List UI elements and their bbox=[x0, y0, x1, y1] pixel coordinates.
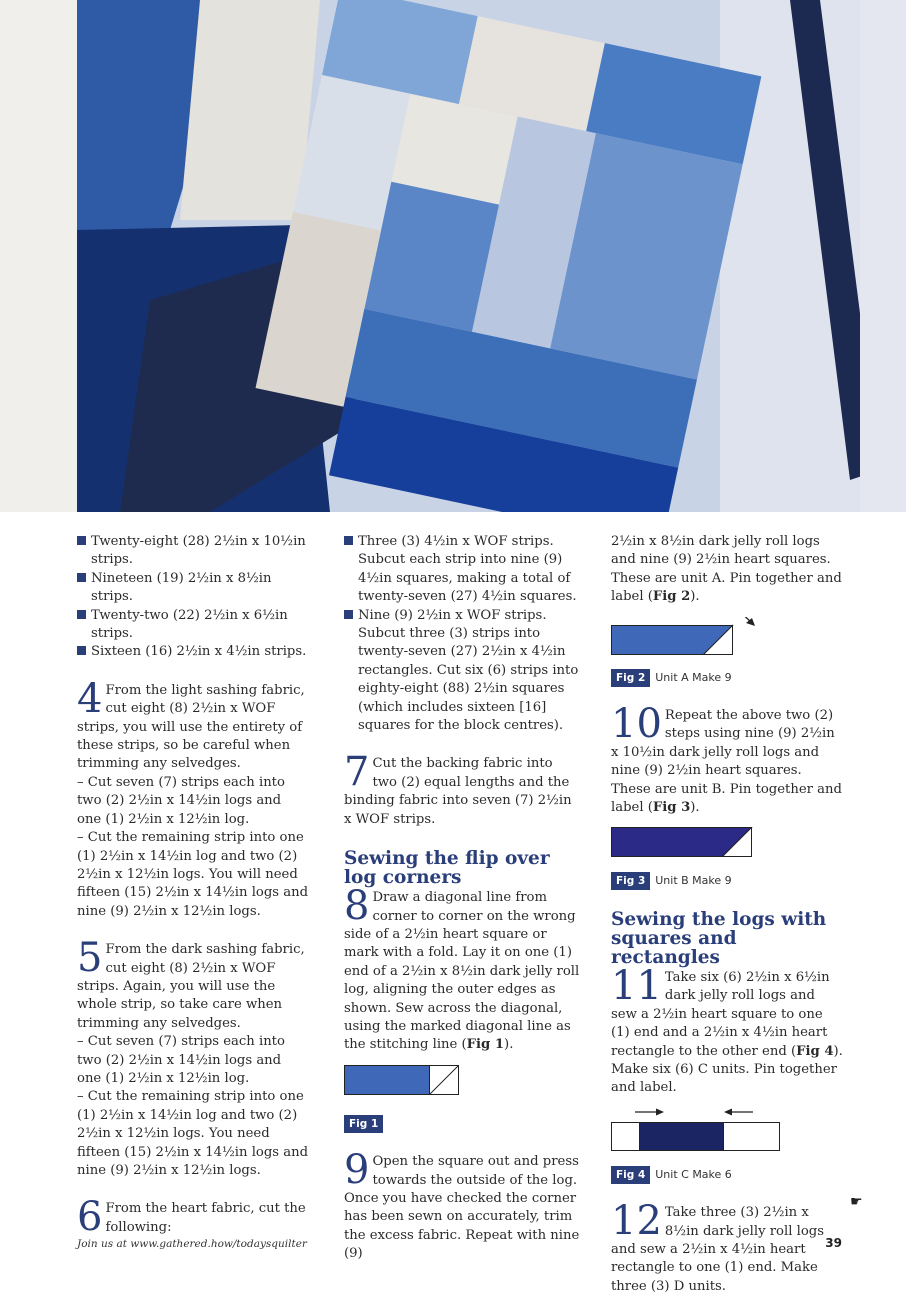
bullet-square-icon bbox=[344, 536, 353, 545]
pointing-hand-icon: ☛ bbox=[850, 1194, 863, 1210]
step-8: 8 Draw a diagonal line from corner to corner on the wrong side of a 2½in heart square or mark with a fold. Lay it on one (1) end of a 2½in x 8½in dark jelly roll log, aligning the outer edges as shown. Sew across the diagonal, using the marked diagonal line as the stitching line (Fig 1). bbox=[344, 883, 580, 1053]
step-7: 7 Cut the backing fabric into two (2) equal lengths and the binding fabric into seven (7) 2½in x WOF strips. bbox=[344, 749, 572, 827]
figure-caption: Fig 2 Unit A Make 9 bbox=[611, 669, 843, 687]
figure-label: Fig 2 bbox=[611, 669, 650, 687]
step-number: 10 bbox=[611, 701, 662, 748]
step-12: 12 Take three (3) 2½in x 8½in dark jelly roll logs and sew a 2½in x 4½in heart rectangle to one (1) end. Make three (3) D units. bbox=[611, 1198, 824, 1294]
list-item: Three (3) 4½in x WOF strips. Subcut each strip into nine (9) 4½in squares, making a total of twenty-seven (27) 4½in squares. bbox=[344, 533, 580, 607]
step-5: 5 From the dark sashing fabric, cut eight (8) 2½in x WOF strips. Again, you will use the whole strip, so take care when trimming any selvedges. bbox=[77, 935, 305, 1031]
step-4-line: – Cut seven (7) strips each into two (2) 2½in x 14½in logs and one (1) 2½in x 12½in log. bbox=[77, 774, 285, 827]
figure-4 bbox=[611, 1108, 843, 1158]
figure-label: Fig 4 bbox=[611, 1166, 650, 1184]
figure-caption: Fig 4 Unit C Make 6 bbox=[611, 1166, 843, 1184]
step-number: 8 bbox=[344, 883, 370, 930]
step-number: 9 bbox=[344, 1147, 370, 1194]
figure-caption bbox=[344, 1115, 580, 1133]
list-item: Twenty-eight (28) 2½in x 10½in strips. bbox=[77, 533, 309, 570]
step-5-line: – Cut the remaining strip into one (1) 2½in x 14½in log and two (2) 2½in x 12½in logs. You need fifteen (15) 2½in x 14½in logs and nine (9) 2½in x 12½in logs. bbox=[77, 1089, 309, 1178]
section-heading: Sewing the flip over log corners bbox=[344, 848, 550, 889]
bullet-square-icon bbox=[77, 573, 86, 582]
step-4: 4 From the light sashing fabric, cut eight (8) 2½in x WOF strips, you will use the entirety of these strips, so be careful when trimming any selvedges. bbox=[77, 675, 305, 772]
list-item: Twenty-two (22) 2½in x 6½in strips. bbox=[77, 607, 309, 644]
section-heading: Sewing the logs with squares and rectangles bbox=[611, 908, 827, 968]
bullet-square-icon bbox=[77, 646, 86, 655]
step-5-line: – Cut seven (7) strips each into two (2) 2½in x 14½in logs and one (1) 2½in x 12½in log. bbox=[77, 1034, 285, 1086]
step-10: 10 Repeat the above two (2) steps using nine (9) 2½in x 10½in dark jelly roll logs and nine (9) 2½in heart squares. These are unit B. Pin together and label (Fig 3). bbox=[611, 701, 842, 816]
figure-caption: Fig 3 Unit B Make 9 bbox=[611, 872, 843, 890]
step-9-continued: 2½in x 8½in dark jelly roll logs and nine (9) 2½in heart squares. These are unit A. Pin together and label (Fig 2). bbox=[611, 534, 842, 605]
list-item: Nine (9) 2½in x WOF strips. Subcut three (3) strips into twenty-seven (27) 2½in x 4½in rectangles. Cut six (6) strips into eighty-eight (88) 2½in squares (which includes sixteen [16] squares for the block centres). bbox=[344, 607, 580, 736]
figure-label: Fig 3 bbox=[611, 872, 650, 890]
footer-url: Join us at www.gathered.how/todaysquilter bbox=[77, 1238, 307, 1250]
unit-diagram-fig4 bbox=[611, 1108, 783, 1152]
step-number: 5 bbox=[77, 935, 103, 982]
figure-1 bbox=[344, 1065, 580, 1101]
figure-2 bbox=[611, 617, 843, 661]
figure-label: Fig 1 bbox=[344, 1115, 383, 1133]
step-number: 6 bbox=[77, 1194, 103, 1241]
unit-diagram-fig2 bbox=[611, 617, 761, 655]
unit-diagram-fig1 bbox=[344, 1065, 460, 1095]
step-number: 12 bbox=[611, 1198, 662, 1245]
unit-diagram-fig3 bbox=[611, 827, 753, 857]
bullet-square-icon bbox=[77, 610, 86, 619]
bullet-square-icon bbox=[344, 610, 353, 619]
step-number: 7 bbox=[344, 749, 370, 796]
figure-3 bbox=[611, 827, 843, 863]
column-2 bbox=[344, 533, 580, 1264]
quilt-photo bbox=[0, 0, 906, 512]
step-6: 6 From the heart fabric, cut the following: bbox=[77, 1194, 306, 1241]
list-item: Sixteen (16) 2½in x 4½in strips. bbox=[77, 643, 309, 661]
column-1 bbox=[77, 533, 309, 1241]
page-number: 39 bbox=[825, 1236, 842, 1250]
bullet-square-icon bbox=[77, 536, 86, 545]
step-4-line: – Cut the remaining strip into one (1) 2½in x 14½in log and two (2) 2½in x 12½in logs. You will need fifteen (15) 2½in x 14½in logs and nine (9) 2½in x 12½in logs. bbox=[77, 830, 309, 919]
step-number: 4 bbox=[77, 675, 103, 722]
column-3 bbox=[611, 533, 843, 1296]
step-number: 11 bbox=[611, 962, 662, 1009]
step-9: 9 Open the square out and press towards the outside of the log. Once you have checked the corner has been sewn on accurately, trim the excess fabric. Repeat with nine (9) bbox=[344, 1147, 580, 1262]
list-item: Nineteen (19) 2½in x 8½in strips. bbox=[77, 570, 309, 607]
step-11: 11 Take six (6) 2½in x 6½in dark jelly roll logs and sew a 2½in heart square to one (1) end and a 2½in x 4½in heart rectangle to the other end (Fig 4). Make six (6) C units. Pin together and label. bbox=[611, 962, 843, 1096]
